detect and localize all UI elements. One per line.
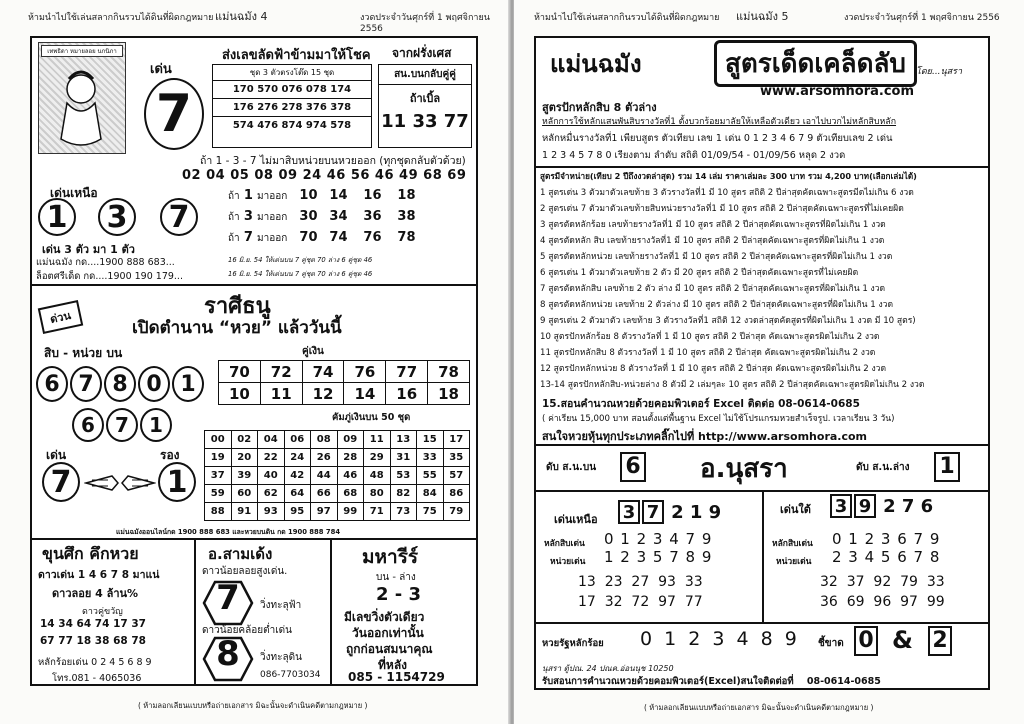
c2-line-1: ดาวน้อยลอยสูงเด่น. <box>202 566 288 577</box>
n-sip: 0 1 2 3 4 7 9 <box>604 530 713 548</box>
logo-tagline: โดย...นุสรา <box>916 67 963 77</box>
fifty-set-cell: 46 <box>337 467 364 485</box>
mermaid-illustration-icon <box>39 59 123 155</box>
fifty-set-cell: 09 <box>337 431 364 449</box>
fifty-set-row <box>205 449 470 467</box>
formula-item: 7 สูตรตัดหลักสิบ เลขท้าย 2 ตัว ล่าง มี 10 สูตร สถิติ 2 ปีล่าสุดคัดเฉพาะสูตรที่ผิดไม่เกิน 1 งวด <box>540 284 886 294</box>
fifty-set-cell: 24 <box>284 449 311 467</box>
formula-item: 8 สูตรตัดหลักหน่วย เลขท้าย 2 ตัวล่าง มี 10 สูตร สถิติ 2 ปีล่าสุดคัดเฉพาะสูตรที่ผิดไม่เกิน 1 งวด <box>540 300 894 310</box>
n-pairs-2: 17 32 72 97 77 <box>578 594 703 610</box>
right-header-disclaimer: ห้ามนำไปใช้เล่นสลากกินรวบได้ดินที่ผิดกฎหมาย <box>534 13 720 23</box>
c1-daoloy: ดาวลอย 4 ล้าน% <box>52 587 139 600</box>
lead-label: เด่นเหนือ <box>50 186 98 200</box>
fifty-set-cell: 42 <box>284 467 311 485</box>
fifty-set-cell: 29 <box>364 449 391 467</box>
pair-grid: 70 72 74 76 77 78 10 11 12 14 16 18 <box>218 360 470 405</box>
circle-digit-4: 0 <box>138 366 170 402</box>
formula-item: 3 สูตรตัดหลักร้อย เลขท้ายรางวัลที่1 มี 10 สูตร สถิติ 2 ปีล่าสุดคัดเฉพาะสูตรที่ผิดไม่เกิน 1 งวด <box>540 220 886 230</box>
sip-label: สิบ - หน่วย บน <box>44 346 123 360</box>
fifty-set-cell: 39 <box>231 467 258 485</box>
fifty-set-cell: 53 <box>390 467 417 485</box>
fifty-set-cell: 35 <box>443 449 470 467</box>
urgent-badge: ด่วน <box>38 300 83 334</box>
left-header-date: งวดประจำวันศุกร์ที่ 1 พฤศจิกายน 2556 <box>360 13 490 34</box>
fifty-set-cell: 19 <box>205 449 232 467</box>
chiya-digit-b: 2 <box>928 626 952 656</box>
left-page <box>0 0 510 724</box>
divider-top <box>32 284 476 286</box>
online-footer: แม่นฉมังออนไลน์กด 1900 888 683 และหวยบนดิน กด 1900 888 784 <box>116 528 341 536</box>
divider-bottom <box>32 538 476 540</box>
ken-mid-digit: 7 <box>42 462 80 502</box>
circle-digit-1: 6 <box>36 366 68 402</box>
rule-text: ถ้า 1 - 3 - 7 ไม่มาสิบหน่วยบนหวยออก (ทุกชุดกลับตัวด้วย) <box>200 155 466 167</box>
excel-note: ( ค่าเรียน 15,000 บาท สอนตั้งแต่พื้นฐาน Excel ไม่ใช้โปรแกรมหวยสำเร็จรูป. เวลาเรียน 3 วัน) <box>542 414 895 424</box>
rong-digit: 1 <box>158 462 196 502</box>
s-pairs-2: 36 69 96 97 99 <box>820 594 945 610</box>
fifty-set-cell: 95 <box>284 503 311 521</box>
fifty-set-cell: 33 <box>417 449 444 467</box>
c3-line-5: ที่หลัง <box>378 658 408 672</box>
s-sip-label: หลักสิบเด่น <box>772 539 813 549</box>
formula-text-3: 1 2 3 4 5 7 8 0 เรียงตาม ลำดับ สถิติ 01/09/54 - 01/09/56 หลุด 2 งวด <box>542 150 846 161</box>
fifty-set-cell: 75 <box>417 503 444 521</box>
fifty-set-cell: 26 <box>311 449 338 467</box>
south-label: เด่นใต้ <box>780 503 811 516</box>
right-content-frame <box>534 36 990 690</box>
ken-digit-circle: 7 <box>144 78 204 150</box>
lead-digit-3: 7 <box>160 198 198 236</box>
c2-digit-2: 8 <box>216 634 240 674</box>
formula-item: 12 สูตรปักหลักหน่วย 8 ตัวรางวัลที่ 1 มี 10 สูตร สถิติ 2 ปีล่าสุด คัดเฉพาะสูตรผิดไม่เกิน 2 งวด <box>540 364 887 374</box>
pair-numbers: 02 04 05 08 09 24 46 56 46 49 68 69 <box>182 168 467 183</box>
s-nuay: 2 3 4 5 6 7 8 <box>832 548 941 566</box>
fifty-set-cell: 20 <box>231 449 258 467</box>
left-header-disclaimer: ห้ามนำไปใช้เล่นสลากกินรวบได้ดินที่ผิดกฎหมาย <box>28 13 214 23</box>
north-boxed-1: 3 <box>618 500 640 524</box>
c3-title: มหารีร์ <box>362 546 419 568</box>
s-pairs-1: 32 37 92 79 33 <box>820 574 945 590</box>
c2-side-1: วิ่งทะลุฟ้า <box>260 600 302 611</box>
formula-item: 9 สูตรเด่น 2 ตัวมาตัว เลขท้าย 3 ตัวรางวัลที่1 สถิติ 12 งวดล่าสุดคัดสูตรที่ผิดไม่เกิน 1 งวด มี 10 สูตร) <box>540 316 916 326</box>
roi-label: หวยรัฐหลักร้อย <box>542 638 604 649</box>
circle-digit-5: 1 <box>172 366 204 402</box>
formula-title: สูตรปักหลักสิบ 8 ตัวล่าง <box>542 101 657 114</box>
fifty-set-cell: 99 <box>337 503 364 521</box>
address: นุสรา ตู้ปณ. 24 ปณค.อ่อนนุช 10250 <box>542 664 674 673</box>
lead-digit-1: 1 <box>38 198 76 236</box>
fifty-set-cell: 55 <box>417 467 444 485</box>
set-row-1: 170 570 076 078 174 <box>213 81 371 99</box>
tab-lower-label: ดับ ส.น.ล่าง <box>856 462 910 473</box>
col-divider-1 <box>194 538 196 686</box>
formula-item: 11 สูตรปักหลักสิบ 8 ตัวรางวัลที่ 1 มี 10 สูตร สถิติ 2 ปีล่าสุด คัดเฉพาะสูตรผิดไม่เกิน 2 งวด <box>540 348 876 358</box>
excel-line: 15.สอนคำนวณหวยด้วยคอมพิวเตอร์ Excel ติดต่อ 08-0614-0685 <box>542 398 860 410</box>
c3-line-4: ถูกก่อนสมนาคุณ <box>346 642 433 656</box>
fifty-set-cell: 60 <box>231 485 258 503</box>
fifty-set-cell: 86 <box>443 485 470 503</box>
fifty-set-row <box>205 467 470 485</box>
fifty-set-cell: 15 <box>417 431 444 449</box>
if-rows <box>228 188 468 251</box>
set-row-3: 574 476 874 974 578 <box>232 120 352 131</box>
n-nuay: 1 2 3 5 7 8 9 <box>604 548 713 566</box>
fifty-set-cell: 00 <box>205 431 232 449</box>
logo-right: สูตรเด็ดเคล็ดลับ <box>714 40 917 87</box>
c1-title: ขุนศึก คึกหวย <box>42 544 139 563</box>
chiya-amp: & <box>892 626 913 654</box>
if-row-2: ถ้า 3 มาออก 30 34 36 38 <box>228 209 416 224</box>
roi-digits: 0 1 2 3 4 8 9 <box>640 628 800 650</box>
note-line-1: 16 มิ.ย. 54 ให้เด่นบน 7 คู่ชุด 70 ล่าง 6 คู่ชุด 46 <box>228 256 373 264</box>
fifty-set-cell: 66 <box>311 485 338 503</box>
right-page <box>514 0 1024 724</box>
website: www.arsomhora.com <box>760 84 915 99</box>
n-nuay-label: หน่วยเด่น <box>550 557 586 567</box>
france-numbers: 11 33 77 <box>381 111 469 132</box>
france-line-2: ถ้าเบิ้ล <box>409 92 441 105</box>
circle-digit-7: 7 <box>106 408 138 442</box>
if-row-3: ถ้า 7 มาออก 70 74 76 78 <box>228 230 416 245</box>
fifty-set-cell: 59 <box>205 485 232 503</box>
formula-item: 10 สูตรปักหลักร้อย 8 ตัวรางวัลที่ 1 มี 10 สูตร สถิติ 2 ปีล่าสุด คัดเฉพาะสูตรผิดไม่เกิน 2 งวด <box>540 332 880 342</box>
formula-item: 1 สูตรเด่น 3 ตัวมาตัวเลขท้าย 3 ตัวรางวัลที่1 มี 10 สูตร สถิติ 2 ปีล่าสุดคัดเฉพาะสูตรมีดไม่เกิน 6 งวด <box>540 188 914 198</box>
north-label: เด่นเหนือ <box>554 513 598 526</box>
c1-daoken: ดาวเด่น 1 4 6 7 8 มาแน่ <box>38 569 160 581</box>
c2-title: อ.สามเด้ง <box>208 545 273 563</box>
author-name: อ.นุสรา <box>700 454 788 484</box>
left-footer-note: ( ห้ามลอกเลียนแบบหรือถ่ายเอกสาร มิฉะนั้นจะดำเนินคดีตามกฎหมาย ) <box>138 701 368 710</box>
fifty-set-cell: 84 <box>417 485 444 503</box>
ken-mid-label: เด่น <box>46 448 67 462</box>
lead-digit-2: 3 <box>98 198 136 236</box>
chiya-label: ชี้ขาด <box>818 638 844 649</box>
magic-line-2: ล็อตศรีเด็ด กด....1900 190 179... <box>36 271 183 282</box>
fifty-set-grid <box>204 430 470 521</box>
divider-roi <box>536 622 988 624</box>
left-content-frame <box>30 36 478 686</box>
cartoon-caption: เทพธิดา หมายลอย นกนิภา <box>41 45 123 57</box>
france-line-1: สน.บนกลับคู่คู่ <box>379 65 471 85</box>
s-nuay-label: หน่วยเด่น <box>776 557 812 567</box>
kuengern-label: คู่เงิน <box>302 346 324 357</box>
n-pairs-1: 13 23 27 93 33 <box>578 574 703 590</box>
circle-digit-3: 8 <box>104 366 136 402</box>
divider-center <box>762 490 764 622</box>
right-header-title: แม่นฉมัง 5 <box>736 10 789 23</box>
c2-digit-1: 7 <box>216 578 240 618</box>
s-sip: 0 1 2 3 6 7 9 <box>832 530 941 548</box>
formula-item: 4 สูตรตัดหลัก สิบ เลขท้ายรางวัลที่1 มี 10 สูตร สถิติ 2 ปีล่าสุดคัดเฉพาะสูตรที่ผิดไม่เกิน 1 งวด <box>540 236 885 246</box>
right-footer-note: ( ห้ามลอกเลียนแบบหรือถ่ายเอกสาร มิฉะนั้นจะดำเนินคดีตามกฎหมาย ) <box>644 703 874 712</box>
c2-phone: 086-7703034 <box>260 670 321 680</box>
fifty-set-row <box>205 431 470 449</box>
formula-item: 5 สูตรตัดหลักหน่วย เลขท้ายรางวัลที่1 มี 10 สูตร สถิติ 2 ปีล่าสุดคัดเฉพาะสูตรที่ผิดไม่เกิน 1 งวด <box>540 252 893 262</box>
c3-line-3: วันออกเท่านั้น <box>352 626 424 640</box>
formula-item: 13-14 สูตรปักหลักสิบ-หน่วยล่าง 8 ตัวมี 2 เล่มๆละ 10 สูตร สถิติ 2 ปีล่าสุดคัดเฉพาะสูตรผิดไม่เกิน 2 งวด <box>540 380 925 390</box>
c1-daokoo: ดาวคู่ขวัญ <box>82 607 123 617</box>
c1-pairs-1: 14 34 64 74 17 37 <box>40 618 146 630</box>
tab-upper-label: ดับ ส.น.บน <box>546 462 597 473</box>
fifty-set-cell: 82 <box>390 485 417 503</box>
price-line: สูตรมีจำหน่าย(เทียบ 2 ปีถึงงวดล่าสุด) รวม 14 เล่ม ราคาเล่มละ 300 บาท รวม 4,200 บาท(เลือกเล่มได้) <box>540 171 917 181</box>
north-boxed-2: 7 <box>642 500 664 524</box>
right-header-date: งวดประจำวันศุกร์ที่ 1 พฤศจิกายน 2556 <box>844 13 1000 23</box>
col-divider-2 <box>330 538 332 686</box>
logo-left: แม่นฉมัง <box>550 50 642 78</box>
formula-text-1: หลักการใช้หลักแสนพันสิบรางวัลที่1 ตั้งบวกร้อยมาลัยให้เหลือตัวเดียว เอาไปบวกไม่หลักสิบหลัก <box>542 117 897 127</box>
south-digits <box>830 494 933 518</box>
pointing-hands-icon <box>84 468 156 498</box>
fifty-set-cell: 37 <box>205 467 232 485</box>
sign-subtitle: เปิดตำนาน “หวย” แล้ววันนี้ <box>132 318 342 338</box>
ken-label: เด่น <box>150 62 172 77</box>
c2-side-2: วิ่งทะลุดิน <box>260 652 302 663</box>
fifty-set-cell: 48 <box>364 467 391 485</box>
fifty-set-cell: 88 <box>205 503 232 521</box>
south-rest: 2 7 6 <box>883 496 934 517</box>
send-title: ส่งเลขลัดฟ้าข้ามมาให้โชค <box>222 48 371 63</box>
fifty-set-cell: 02 <box>231 431 258 449</box>
fifty-set-cell: 97 <box>311 503 338 521</box>
fifty-set-cell: 62 <box>258 485 285 503</box>
fifty-set-cell: 57 <box>443 467 470 485</box>
formula-list <box>540 185 988 393</box>
fifty-set-cell: 11 <box>364 431 391 449</box>
fifty-set-cell: 04 <box>258 431 285 449</box>
c1-pairs-2: 67 77 18 38 68 78 <box>40 635 146 647</box>
sign-title: ราศีธนู <box>204 294 271 319</box>
mermaid-cartoon-image <box>38 42 126 154</box>
interest-line: สนใจหวยหุ้นทุกประเภทคลิ๊กไปที่ http://www.arsomhora.com <box>542 430 868 443</box>
set-row-2: 176 276 278 376 378 <box>213 99 371 117</box>
if-row-1: ถ้า 1 มาออก 10 14 16 18 <box>228 188 416 203</box>
fifty-set-cell: 06 <box>284 431 311 449</box>
left-header-title: แม่นฉมัง 4 <box>215 10 268 23</box>
fifty-set-cell: 08 <box>311 431 338 449</box>
formula-item: 6 สูตรเด่น 1 ตัวมาตัวเลขท้าย 2 ตัว มี 20 สูตร สถิติ 2 ปีล่าสุดคัดเฉพาะสูตรที่ไม่เคยผิด <box>540 268 859 278</box>
magic-line-1: แม่นฉมัง กด....1900 888 683... <box>36 257 175 268</box>
north-rest: 2 1 9 <box>671 502 722 523</box>
c1-roi: หลักร้อยเด่น 0 2 4 5 6 8 9 <box>38 657 152 668</box>
formula-item: 2 สูตรเด่น 7 ตัวมาตัวเลขท้ายสิบหน่วยรางวัลที่1 มี 10 สูตร สถิติ 2 ปีล่าสุดคัดเฉพาะสูตรที่ไม่เคยผิด <box>540 204 904 214</box>
c3-nums: 2 - 3 <box>376 584 422 605</box>
sets-header: ชุด 3 ตัวตรงโต๊ด 15 ชุด <box>213 65 371 81</box>
rong-label: รอง <box>160 448 180 462</box>
circle-digit-8: 1 <box>140 408 172 442</box>
c3-line-1: บน - ล่าง <box>376 572 416 583</box>
formula-text-2: หลักหมื่นรางวัลที่1 เพียบสูตร ตัวเทียบ เลข 1 เด่น 0 1 2 3 4 6 7 9 ตัวเทียบเลข 2 เด่น <box>542 133 893 144</box>
tab-lower-digit: 1 <box>934 452 960 482</box>
fifty-set-cell: 64 <box>284 485 311 503</box>
divider-lower <box>536 444 988 446</box>
c3-phone: 085 - 1154729 <box>348 670 445 684</box>
fifty-set-cell: 13 <box>390 431 417 449</box>
fifty-set-cell: 68 <box>337 485 364 503</box>
fifty-set-cell: 79 <box>443 503 470 521</box>
three-digit-sets-box <box>212 64 372 148</box>
c2-line-2: ดาวน้อยคล้อยต่ำเด่น <box>202 625 292 636</box>
tab-upper-digit: 6 <box>620 452 646 482</box>
fifty-set-cell: 22 <box>258 449 285 467</box>
france-label: จากฝรั่งเศส <box>392 46 452 60</box>
south-boxed-2: 9 <box>854 494 876 518</box>
c3-line-2: มีเลขวิ่งตัวเดียว <box>344 610 425 624</box>
fifty-set-cell: 28 <box>337 449 364 467</box>
c1-phone: โทร.081 - 4065036 <box>52 673 142 684</box>
fifty-set-cell: 17 <box>443 431 470 449</box>
fifty-set-row <box>205 503 470 521</box>
fifty-set-cell: 40 <box>258 467 285 485</box>
fifty-set-cell: 80 <box>364 485 391 503</box>
north-digits <box>618 500 721 524</box>
france-box <box>378 64 472 148</box>
circle-digit-2: 7 <box>70 366 102 402</box>
fifty-set-cell: 91 <box>231 503 258 521</box>
contact: รับสอนการคำนวณหวยด้วยคอมพิวเตอร์(Excel)สนใจติดต่อที่ 08-0614-0685 <box>542 676 881 687</box>
divider-formulas <box>536 166 988 168</box>
ken3-line: เด่น 3 ตัว มา 1 ตัว <box>42 243 135 256</box>
fifty-set-row <box>205 485 470 503</box>
n-sip-label: หลักสิบเด่น <box>544 539 585 549</box>
note-line-2: 16 มิ.ย. 54 ให้เด่นบน 7 คู่ชุด 70 ล่าง 6 คู่ชุด 46 <box>228 270 373 278</box>
circle-digit-6: 6 <box>72 408 104 442</box>
fifty-set-cell: 73 <box>390 503 417 521</box>
south-boxed-1: 3 <box>830 494 852 518</box>
fifty-set-cell: 93 <box>258 503 285 521</box>
fifty-set-cell: 71 <box>364 503 391 521</box>
chiya-digit-a: 0 <box>854 626 878 656</box>
fifty-set-cell: 31 <box>390 449 417 467</box>
set50-label: คัมภู่เงินบน 50 ชุด <box>332 412 411 423</box>
fifty-set-cell: 44 <box>311 467 338 485</box>
